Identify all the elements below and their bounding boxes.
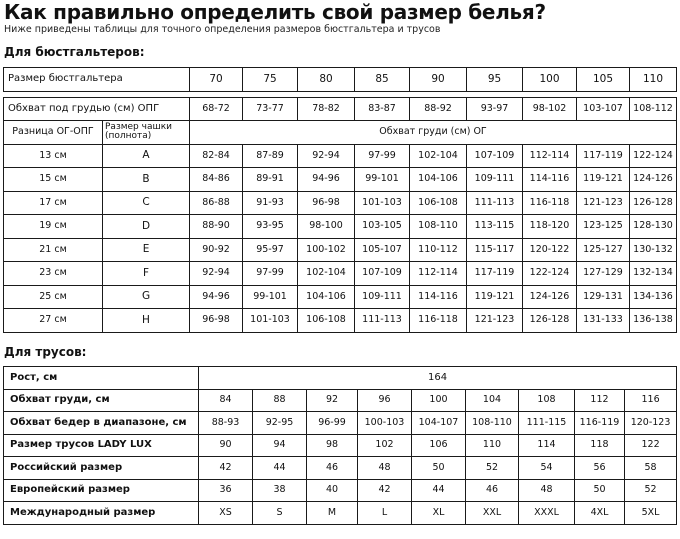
bust-cell: 92-94 [298,144,355,168]
panties-cell: 46 [466,479,519,502]
table-row [4,168,677,192]
bust-cell: 102-104 [298,262,355,286]
panties-cell: 44 [412,479,466,502]
underbust-cell: 93-97 [467,97,523,121]
bust-cell: 104-106 [410,168,467,192]
bust-cell: 84-86 [190,168,243,192]
panties-cell: 50 [575,479,625,502]
panties-cell: L [358,502,412,525]
bust-cell: 112-114 [410,262,467,286]
cup-cell: E [103,238,190,262]
panties-cell: 98 [307,434,358,457]
panties-cell: XS [199,502,253,525]
bust-cell: 121-123 [577,191,630,215]
bust-cell: 107-109 [467,144,523,168]
bust-cell: 130-132 [630,238,677,262]
panties-cell: 100-103 [358,412,412,435]
table-row [4,191,677,215]
table-row [4,412,677,435]
bust-cell: 117-119 [467,262,523,286]
bust-label: Обхват груди (см) ОГ [190,121,677,145]
panties-row-label: Европейский размер [4,479,199,502]
bra-size-cell: 75 [243,68,298,92]
panties-section-title: Для трусов: [4,345,87,359]
cup-label: Размер чашки (полнота) [103,121,190,145]
bust-cell: 112-114 [523,144,577,168]
panties-cell: 106 [412,434,466,457]
panties-cell: 88 [253,389,307,412]
bust-cell: 126-128 [630,191,677,215]
panties-cell: XL [412,502,466,525]
diff-cell: 23 см [4,262,103,286]
bust-cell: 114-116 [410,285,467,309]
bust-cell: 102-104 [410,144,467,168]
panties-cell: 116 [625,389,677,412]
bust-cell: 92-94 [190,262,243,286]
cup-cell: D [103,215,190,239]
underbust-cell: 68-72 [190,97,243,121]
bust-cell: 106-108 [410,191,467,215]
bra-size-cell: 100 [523,68,577,92]
panties-cell: 38 [253,479,307,502]
bust-cell: 97-99 [355,144,410,168]
panties-size-table [3,366,677,525]
panties-cell: 118 [575,434,625,457]
bust-cell: 99-101 [243,285,298,309]
bra-size-row [4,68,677,92]
cup-cell: C [103,191,190,215]
table-row [4,389,677,412]
bust-cell: 87-89 [243,144,298,168]
underbust-cell: 83-87 [355,97,410,121]
bust-header-row [4,121,677,145]
bust-cell: 99-101 [355,168,410,192]
underbust-cell: 103-107 [577,97,630,121]
bust-cell: 109-111 [355,285,410,309]
bust-cell: 116-118 [523,191,577,215]
bust-cell: 97-99 [243,262,298,286]
bust-cell: 110-112 [410,238,467,262]
underbust-cell: 98-102 [523,97,577,121]
table-row [4,502,677,525]
table-row [4,215,677,239]
panties-cell: 111-115 [519,412,575,435]
bust-cell: 131-133 [577,309,630,333]
bust-cell: 96-98 [298,191,355,215]
bust-cell: 132-134 [630,262,677,286]
panties-cell: M [307,502,358,525]
bust-cell: 124-126 [630,168,677,192]
bust-cell: 127-129 [577,262,630,286]
bust-cell: 120-122 [523,238,577,262]
panties-row-label: Обхват бедер в диапазоне, см [4,412,199,435]
panties-cell: 100 [412,389,466,412]
panties-cell: 104-107 [412,412,466,435]
panties-cell: 36 [199,479,253,502]
diff-cell: 27 см [4,309,103,333]
cup-cell: G [103,285,190,309]
panties-cell: 46 [307,457,358,480]
bust-cell: 101-103 [355,191,410,215]
panties-cell: 96 [358,389,412,412]
panties-cell: 5XL [625,502,677,525]
bust-cell: 111-113 [355,309,410,333]
cup-cell: A [103,144,190,168]
panties-cell: 4XL [575,502,625,525]
table-row [4,457,677,480]
bust-cell: 103-105 [355,215,410,239]
bra-size-table [3,67,677,333]
underbust-cell: 73-77 [243,97,298,121]
bust-cell: 134-136 [630,285,677,309]
cup-cell: H [103,309,190,333]
bust-cell: 114-116 [523,168,577,192]
bra-size-cell: 70 [190,68,243,92]
table-row [4,144,677,168]
diff-cell: 19 см [4,215,103,239]
panties-cell: 116-119 [575,412,625,435]
panties-cell: 40 [307,479,358,502]
panties-cell: 94 [253,434,307,457]
panties-cell: 120-123 [625,412,677,435]
bust-cell: 122-124 [523,262,577,286]
panties-cell: 122 [625,434,677,457]
table-row [4,434,677,457]
bra-size-cell: 95 [467,68,523,92]
panties-cell: 114 [519,434,575,457]
bust-cell: 101-103 [243,309,298,333]
panties-cell: 58 [625,457,677,480]
bra-size-cell: 90 [410,68,467,92]
bust-cell: 121-123 [467,309,523,333]
panties-cell: 90 [199,434,253,457]
page-title: Как правильно определить свой размер белья? [4,0,546,24]
diff-cell: 21 см [4,238,103,262]
bust-cell: 91-93 [243,191,298,215]
bra-size-cell: 110 [630,68,677,92]
bust-cell: 111-113 [467,191,523,215]
panties-cell: 104 [466,389,519,412]
panties-cell: 110 [466,434,519,457]
panties-cell: 92 [307,389,358,412]
bust-cell: 124-126 [523,285,577,309]
table-row [4,309,677,333]
panties-row-label: Размер трусов LADY LUX [4,434,199,457]
panties-cell: XXL [466,502,519,525]
panties-row-label: Международный размер [4,502,199,525]
bust-cell: 113-115 [467,215,523,239]
panties-cell: 48 [519,479,575,502]
panties-row-label: Обхват груди, см [4,389,199,412]
bust-cell: 122-124 [630,144,677,168]
bust-cell: 93-95 [243,215,298,239]
panties-cell: 96-99 [307,412,358,435]
bust-cell: 106-108 [298,309,355,333]
diff-cell: 25 см [4,285,103,309]
bust-cell: 94-96 [190,285,243,309]
underbust-cell: 78-82 [298,97,355,121]
bust-cell: 109-111 [467,168,523,192]
table-row [4,479,677,502]
bust-cell: 116-118 [410,309,467,333]
panties-cell: 42 [358,479,412,502]
bust-cell: 126-128 [523,309,577,333]
bust-cell: 105-107 [355,238,410,262]
bust-cell: 94-96 [298,168,355,192]
height-label: Рост, см [4,367,199,390]
panties-cell: XXXL [519,502,575,525]
panties-cell: 102 [358,434,412,457]
panties-cell: 52 [466,457,519,480]
cup-cell: B [103,168,190,192]
bust-cell: 88-90 [190,215,243,239]
bust-cell: 115-117 [467,238,523,262]
bust-cell: 107-109 [355,262,410,286]
panties-cell: 50 [412,457,466,480]
underbust-label: Обхват под грудью (см) ОПГ [4,97,190,121]
underbust-cell: 108-112 [630,97,677,121]
panties-cell: 54 [519,457,575,480]
bust-cell: 119-121 [577,168,630,192]
panties-cell: 48 [358,457,412,480]
diff-cell: 15 см [4,168,103,192]
panties-cell: 112 [575,389,625,412]
height-value: 164 [199,367,677,390]
table-row [4,238,677,262]
cup-cell: F [103,262,190,286]
bust-cell: 123-125 [577,215,630,239]
table-row [4,285,677,309]
bust-cell: 86-88 [190,191,243,215]
bust-cell: 136-138 [630,309,677,333]
panties-row-label: Российский размер [4,457,199,480]
panties-cell: 108-110 [466,412,519,435]
underbust-row [4,97,677,121]
bust-cell: 89-91 [243,168,298,192]
bust-cell: 125-127 [577,238,630,262]
diff-label: Разница ОГ-ОПГ [4,121,103,145]
page-subtitle: Ниже приведены таблицы для точного определения размеров бюстгальтера и трусов [4,24,441,35]
panties-cell: 84 [199,389,253,412]
bust-cell: 104-106 [298,285,355,309]
bust-cell: 128-130 [630,215,677,239]
bra-size-cell: 80 [298,68,355,92]
panties-cell: 92-95 [253,412,307,435]
bust-cell: 108-110 [410,215,467,239]
underbust-cell: 88-92 [410,97,467,121]
panties-cell: 56 [575,457,625,480]
table-row [4,262,677,286]
bra-size-cell: 85 [355,68,410,92]
diff-cell: 17 см [4,191,103,215]
panties-cell: S [253,502,307,525]
panties-cell: 42 [199,457,253,480]
panties-cell: 88-93 [199,412,253,435]
bust-cell: 129-131 [577,285,630,309]
bust-cell: 82-84 [190,144,243,168]
bust-cell: 117-119 [577,144,630,168]
panties-cell: 44 [253,457,307,480]
bust-cell: 98-100 [298,215,355,239]
panties-cell: 52 [625,479,677,502]
bra-size-cell: 105 [577,68,630,92]
bust-cell: 95-97 [243,238,298,262]
bust-cell: 90-92 [190,238,243,262]
bust-cell: 118-120 [523,215,577,239]
height-row [4,367,677,390]
bra-section-title: Для бюстгальтеров: [4,45,145,59]
bra-size-label: Размер бюстгальтера [4,68,190,92]
bust-cell: 96-98 [190,309,243,333]
bust-cell: 119-121 [467,285,523,309]
bust-cell: 100-102 [298,238,355,262]
diff-cell: 13 см [4,144,103,168]
panties-cell: 108 [519,389,575,412]
